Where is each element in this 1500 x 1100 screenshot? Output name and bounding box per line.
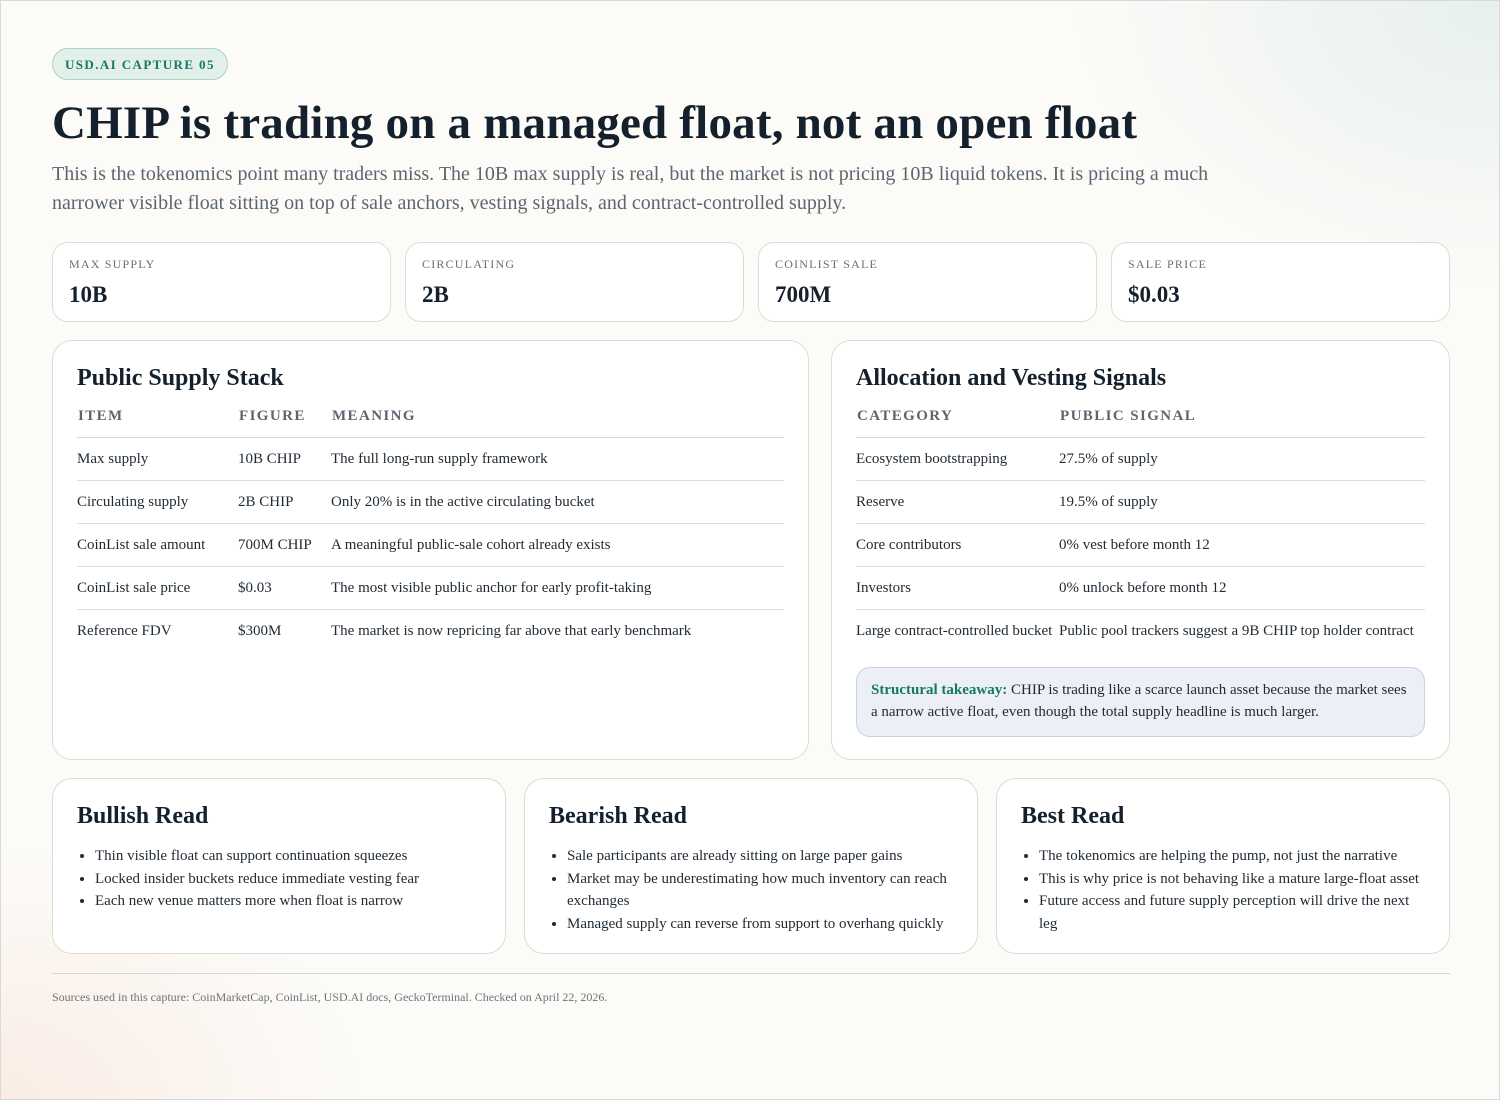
list-item: • Locked insider buckets reduce immediate vesting fear	[95, 868, 481, 891]
structural-takeaway-callout	[856, 667, 1425, 737]
cell-category: Large contract-controlled bucket	[856, 623, 1053, 639]
cell-meaning: The full long-run supply framework	[331, 438, 784, 481]
column-header-figure: FIGURE	[238, 407, 331, 438]
cell-meaning: The market is now repricing far above that early benchmark	[331, 623, 692, 639]
column-header-item: ITEM	[77, 407, 238, 438]
supply-stack-table	[77, 407, 784, 652]
cell-signal: 19.5% of supply	[1059, 481, 1425, 524]
cell-signal: 0% unlock before month 12	[1059, 567, 1425, 610]
read-title: Bearish Read	[549, 803, 687, 829]
allocation-card	[831, 340, 1450, 760]
cell-figure: $0.03	[238, 567, 331, 610]
takeaway-lead: Structural takeaway:	[871, 682, 1008, 698]
capture-page	[52, 48, 1450, 1004]
stat-value: 10B	[69, 282, 108, 307]
column-header-category: CATEGORY	[856, 407, 1059, 438]
table-row	[77, 567, 784, 610]
page-title: CHIP is trading on a managed float, not an open float	[52, 97, 1138, 149]
table-header-row	[856, 407, 1425, 438]
list-item: • The tokenomics are helping the pump, not just the narrative	[1039, 845, 1425, 868]
bearish-read-card	[524, 778, 978, 954]
cell-meaning: The most visible public anchor for early profit-taking	[331, 567, 784, 610]
stat-row	[52, 242, 1450, 322]
cell-category: Core contributors	[856, 524, 1059, 567]
cell-category: Reserve	[856, 481, 1059, 524]
stat-card-circulating	[405, 242, 744, 322]
table-row	[856, 524, 1425, 567]
cell-signal: 0% vest before month 12	[1059, 524, 1425, 567]
bullish-read-card	[52, 778, 506, 954]
cell-item: Circulating supply	[77, 481, 238, 524]
read-title: Bullish Read	[77, 803, 209, 829]
cell-signal: Public pool trackers suggest a 9B CHIP top holder contract	[1059, 623, 1414, 639]
cell-meaning: Only 20% is in the active circulating bucket	[331, 481, 784, 524]
list-item: • Managed supply can reverse from support to overhang quickly	[567, 913, 953, 936]
stat-label: CIRCULATING	[422, 257, 516, 271]
capture-badge: USD.AI CAPTURE 05	[52, 48, 228, 80]
cell-figure: 10B CHIP	[238, 438, 331, 481]
cell-item: CoinList sale amount	[77, 524, 238, 567]
cell-figure: 700M CHIP	[238, 524, 331, 567]
cell-item: CoinList sale price	[77, 567, 238, 610]
list-item: • Future access and future supply perception will drive the next leg	[1039, 890, 1425, 935]
stat-label: SALE PRICE	[1128, 257, 1208, 271]
column-header-public-signal: PUBLIC SIGNAL	[1059, 407, 1425, 438]
table-row	[856, 438, 1425, 481]
allocation-table	[856, 407, 1425, 652]
table-row	[856, 567, 1425, 610]
cell-meaning: A meaningful public-sale cohort already exists	[331, 524, 784, 567]
list-item: • Thin visible float can support continuation squeezes	[95, 845, 481, 868]
supply-stack-title: Public Supply Stack	[77, 365, 284, 391]
stat-label: MAX SUPPLY	[69, 257, 156, 271]
stat-card-max-supply	[52, 242, 391, 322]
stat-value: $0.03	[1128, 282, 1180, 307]
allocation-title: Allocation and Vesting Signals	[856, 365, 1167, 391]
list-item: • Market may be underestimating how much inventory can reach exchanges	[567, 868, 953, 913]
cell-item: Reference FDV	[77, 623, 172, 639]
stat-card-coinlist-sale	[758, 242, 1097, 322]
stat-value: 700M	[775, 282, 832, 307]
read-list	[549, 845, 953, 935]
best-read-card	[996, 778, 1450, 954]
cell-item: Max supply	[77, 438, 238, 481]
supply-stack-card	[52, 340, 809, 760]
takeaway-text: CHIP is trading like a scarce launch asset because the market sees a narrow active float, even though the total supply headline is much larger.	[871, 682, 1407, 720]
footer-divider	[52, 973, 1450, 974]
page-subtitle: This is the tokenomics point many traders miss. The 10B max supply is real, but the market is not pricing 10B liquid tokens. It is pricing a much narrower visible float sitting on top of sale anchors, vesting signals, and contract-controlled supply.	[52, 163, 1209, 214]
table-header-row	[77, 407, 784, 438]
column-header-meaning: MEANING	[331, 407, 784, 438]
list-item: • Sale participants are already sitting on large paper gains	[567, 845, 953, 868]
table-row	[77, 438, 784, 481]
read-list	[77, 845, 481, 913]
stat-label: COINLIST SALE	[775, 257, 879, 271]
stat-card-sale-price	[1111, 242, 1450, 322]
read-list	[1021, 845, 1425, 935]
stat-value: 2B	[422, 282, 449, 307]
table-row	[77, 610, 784, 653]
list-item: • This is why price is not behaving like a mature large-float asset	[1039, 868, 1425, 891]
sources-note: Sources used in this capture: CoinMarketCap, CoinList, USD.AI docs, GeckoTerminal. Checked on April 22, 2026.	[52, 990, 608, 1004]
list-item: • Each new venue matters more when float is narrow	[95, 890, 481, 913]
cell-figure: $300M	[238, 623, 282, 639]
read-title: Best Read	[1021, 803, 1125, 829]
cell-figure: 2B CHIP	[238, 481, 331, 524]
cell-signal: 27.5% of supply	[1059, 438, 1425, 481]
table-row	[856, 481, 1425, 524]
cell-category: Investors	[856, 567, 1059, 610]
table-row	[77, 481, 784, 524]
cell-category: Ecosystem bootstrapping	[856, 438, 1059, 481]
table-row	[856, 610, 1425, 653]
table-row	[77, 524, 784, 567]
